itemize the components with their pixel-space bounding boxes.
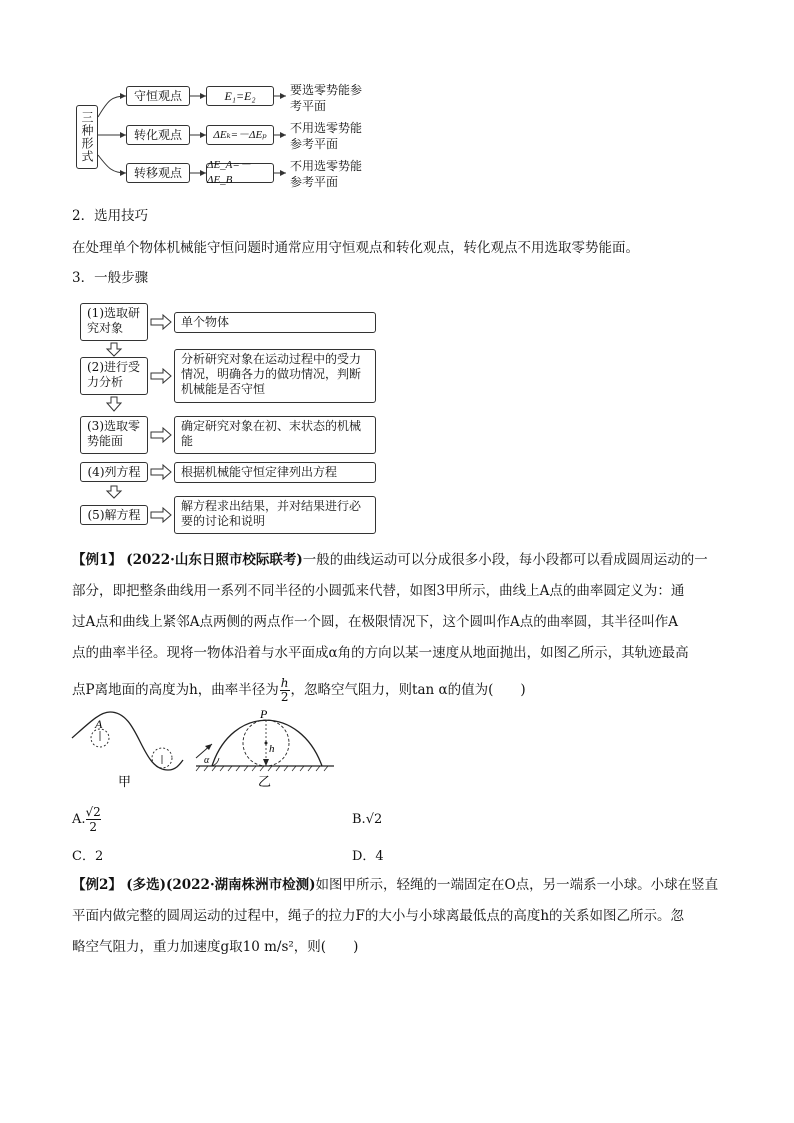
example2-source: (多选)(2022·湖南株洲市检测) bbox=[126, 877, 316, 893]
section2-heading: 2．选用技巧 bbox=[72, 208, 149, 224]
figure-yi-point-label: P bbox=[260, 707, 268, 721]
option-b[interactable]: B.√2 bbox=[352, 812, 383, 827]
step-1-label: (1)选取研究对象 bbox=[80, 303, 148, 341]
option-c[interactable]: C．2 bbox=[72, 849, 104, 864]
step-4-desc: 根据机械能守恒定律列出方程 bbox=[174, 462, 376, 483]
form-note-conserve: 要选零势能参考平面 bbox=[290, 83, 363, 113]
option-d[interactable]: D．4 bbox=[352, 849, 384, 864]
form-eq-transfer: ΔE_A=－ΔE_B bbox=[206, 163, 274, 183]
step-3-label: (3)选取零势能面 bbox=[80, 416, 148, 454]
example1-line3: 过A点和曲线上紧邻A点两侧的两点作一个圆，在极限情况下，这个圆叫作A点的曲率圆，其半径叫作A bbox=[72, 614, 678, 630]
figure-jia-point-label: A bbox=[95, 717, 103, 731]
example1-line1: 【例1】 (2022·山东日照市校际联考)一般的曲线运动可以分成很多小段，每小段都可以看成圆周运动的一 bbox=[72, 552, 708, 568]
form-note-convert: 不用选零势能参考平面 bbox=[290, 121, 363, 151]
figure-yi-label: 乙 bbox=[258, 775, 272, 790]
example1-source: (2022·山东日照市校际联考) bbox=[126, 552, 303, 568]
step-2-label: (2)进行受力分析 bbox=[80, 357, 148, 395]
example2-line3: 略空气阻力，重力加速度g取10 m/s²，则( ) bbox=[72, 939, 359, 955]
step-2-desc: 分析研究对象在运动过程中的受力情况，明确各力的做功情况，判断机械能是否守恒 bbox=[174, 349, 376, 403]
example2-tag: 【例2】 bbox=[72, 877, 122, 893]
step-3-desc: 确定研究对象在初、末状态的机械能 bbox=[174, 416, 376, 454]
form-view-transfer: 转移观点 bbox=[126, 163, 190, 183]
example1-line5: 点P离地面的高度为h，曲率半径为 $\frac{h}{2}$ ，忽略空气阻力，则tan α的值为( ) bbox=[72, 676, 526, 704]
example2-line2: 平面内做完整的圆周运动的过程中，绳子的拉力F的大小与小球离最低点的高度h的关系如图乙所示。忽 bbox=[72, 908, 685, 924]
figure-yi-height-label: h bbox=[269, 743, 275, 755]
form-view-convert: 转化观点 bbox=[126, 125, 190, 145]
figure-yi-angle-label: α bbox=[204, 755, 210, 766]
forms-label: 三种形式 bbox=[80, 111, 94, 163]
step-5-label: (5)解方程 bbox=[80, 505, 148, 525]
step-5-desc: 解方程求出结果，并对结果进行必要的讨论和说明 bbox=[174, 496, 376, 534]
example2-line1: 【例2】 (多选)(2022·湖南株洲市检测)如图甲所示，轻绳的一端固定在O点，另一端系一小球。小球在竖直 bbox=[72, 877, 719, 893]
example1-line2: 部分，即把整条曲线用一系列不同半径的小圆弧来代替，如图3甲所示，曲线上A点的曲率圆定义为：通 bbox=[72, 583, 685, 599]
curvature-fraction: $\frac{h}{2}$ bbox=[280, 676, 289, 704]
form-view-conserve: 守恒观点 bbox=[126, 86, 190, 106]
example1-line4: 点的曲率半径。现将一物体沿着与水平面成α角的方向以某一速度从地面抛出，如图乙所示，其轨迹最高 bbox=[72, 645, 689, 661]
figure-jia-label: 甲 bbox=[118, 775, 132, 790]
step-4-label: (4)列方程 bbox=[80, 462, 148, 482]
step-1-desc: 单个物体 bbox=[174, 312, 376, 333]
section2-text: 在处理单个物体机械能守恒问题时通常应用守恒观点和转化观点，转化观点不用选取零势能面。 bbox=[72, 240, 639, 256]
form-eq-convert: ΔEₖ=－ΔEₚ bbox=[206, 125, 274, 145]
option-a-fraction: $\frac{√2}{2}$ bbox=[85, 805, 101, 834]
form-eq-conserve: E₁=E₂ bbox=[206, 86, 274, 106]
example1-tag: 【例1】 bbox=[72, 552, 122, 568]
section3-heading: 3．一般步骤 bbox=[72, 270, 149, 286]
form-note-transfer: 不用选零势能参考平面 bbox=[290, 159, 363, 189]
option-a[interactable]: A. $\frac{√2}{2}$ bbox=[72, 805, 101, 834]
